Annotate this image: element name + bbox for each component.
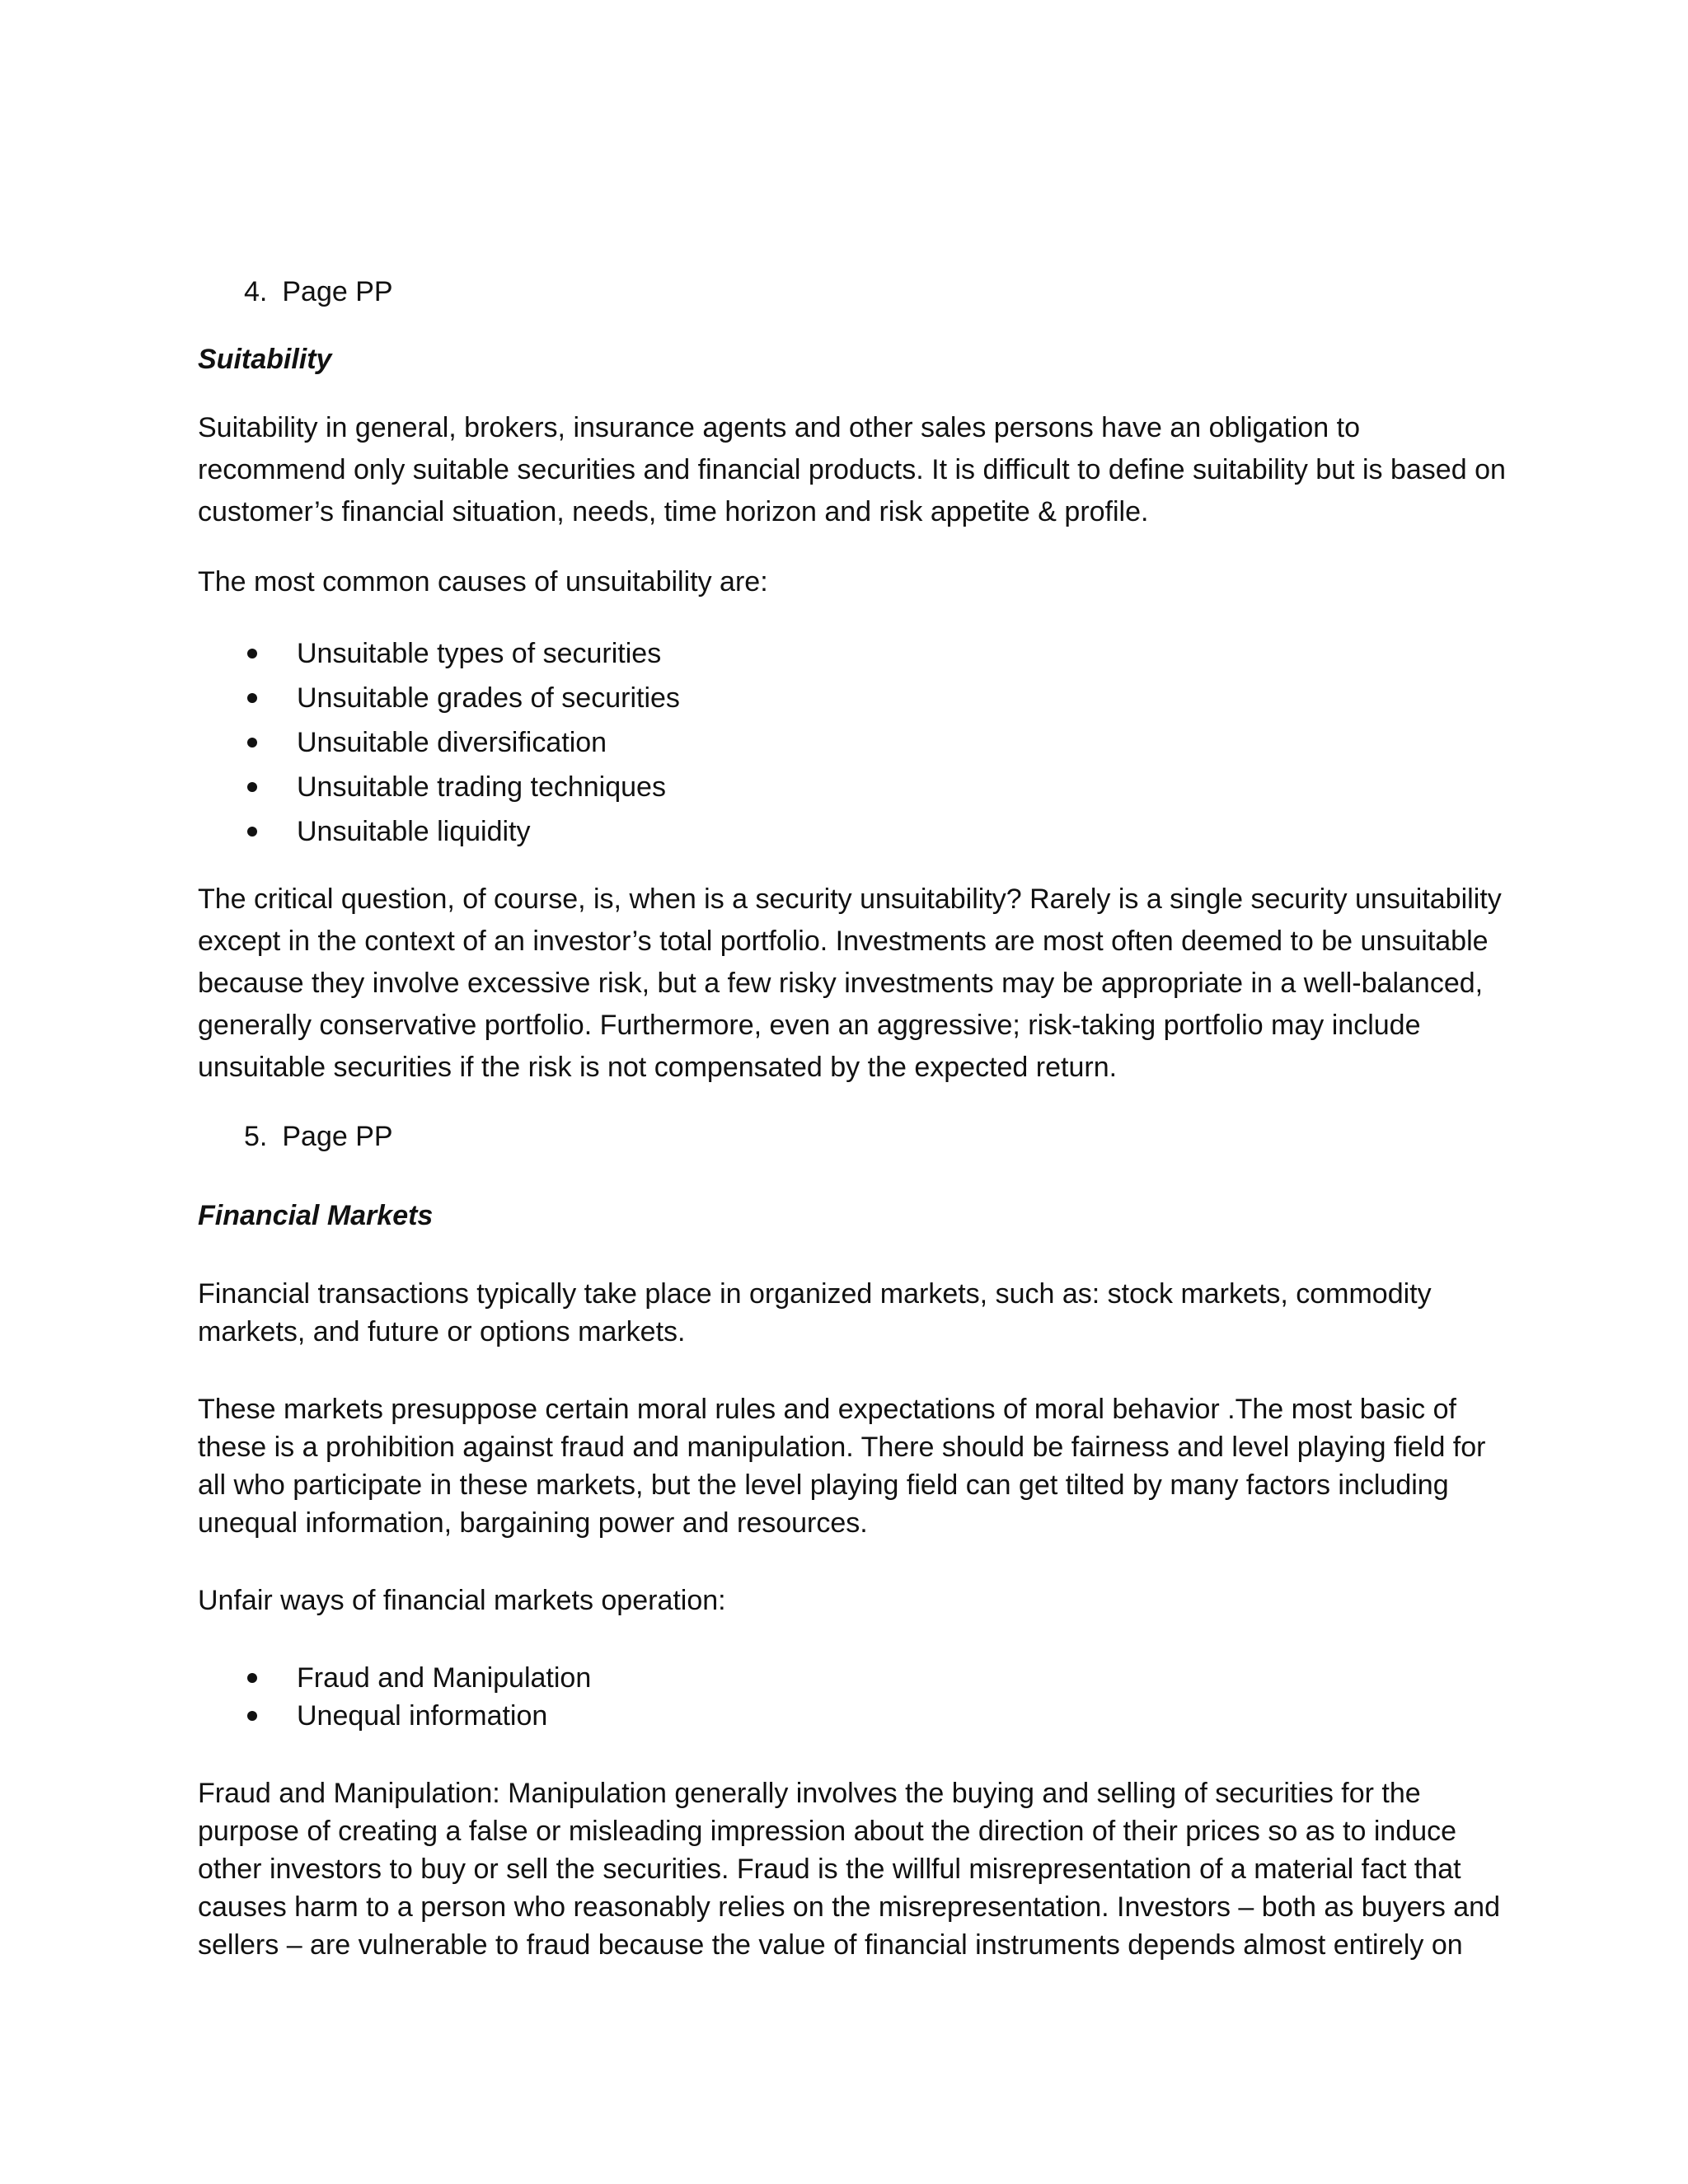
document-body [198,272,1508,1992]
unfair-ways-list [198,1659,1508,1735]
list-item: Unequal information [198,1697,1508,1735]
section-5-label [198,1117,1508,1156]
list-item: Fraud and Manipulation [198,1659,1508,1697]
markets-paragraph-1: Financial transactions typically take place in organized markets, such as: stock markets, commodity markets, and future or options markets. [198,1278,1432,1347]
suitability-paragraph-2: The most common causes of unsuitability are: [198,566,768,598]
suitability-paragraph-1: Suitability in general, brokers, insurance agents and other sales persons have an obligation to recommend only suitable securities and financial products. It is difficult to define suitability but is based on customer’s financial situation, needs, time horizon and risk appetite & profile. [198,412,1506,527]
section-label: Page PP [282,276,393,307]
markets-paragraph-4: Fraud and Manipulation: Manipulation generally involves the buying and selling of securities for the purpose of creating a false or misleading impression about the direction of their prices so as to induce other investors to buy or sell the securities. Fraud is the willful misrepresentation of a material fact that causes harm to a person who reasonably relies on the misrepresentation. Investors – both as buyers and sellers – are vulnerable to fraud because the value of financial instruments depends almost entirely on [198,1778,1500,1961]
markets-paragraph-2: These markets presuppose certain moral rules and expectations of moral behavior .The most basic of these is a prohibition against fraud and manipulation. There should be fairness and level playing field for all who participate in these markets, but the level playing field can get tilted by many factors including unequal information, bargaining power and resources. [198,1394,1486,1539]
list-item: Unsuitable diversification [198,720,1508,765]
bullet-icon [247,693,257,703]
list-item: Unsuitable liquidity [198,809,1508,854]
bullet-icon [247,1711,257,1721]
section-4-label [198,272,1508,312]
financial-markets-heading: Financial Markets [198,1200,434,1231]
section-number: 4. [244,276,268,307]
bullet-icon [247,1673,257,1683]
markets-paragraph-3: Unfair ways of financial markets operation: [198,1585,726,1616]
list-item: Unsuitable grades of securities [198,676,1508,720]
list-item: Unsuitable trading techniques [198,765,1508,809]
section-number: 5. [244,1121,268,1152]
unsuitability-causes-list [198,631,1508,854]
bullet-icon [247,738,257,748]
suitability-heading: Suitability [198,344,332,375]
bullet-icon [247,649,257,658]
bullet-icon [247,782,257,792]
suitability-paragraph-3: The critical question, of course, is, when is a security unsuitability? Rarely is a single security unsuitability except in the context of an investor’s total portfolio. Investments are most often deemed to be unsuitable because they involve excessive risk, but a few risky investments may be appropriate in a well-balanced, generally conservative portfolio. Furthermore, even an aggressive; risk-taking portfolio may include unsuitable securities if the risk is not compensated by the expected return. [198,883,1502,1083]
section-label: Page PP [282,1121,393,1152]
bullet-icon [247,827,257,837]
list-item: Unsuitable types of securities [198,631,1508,676]
